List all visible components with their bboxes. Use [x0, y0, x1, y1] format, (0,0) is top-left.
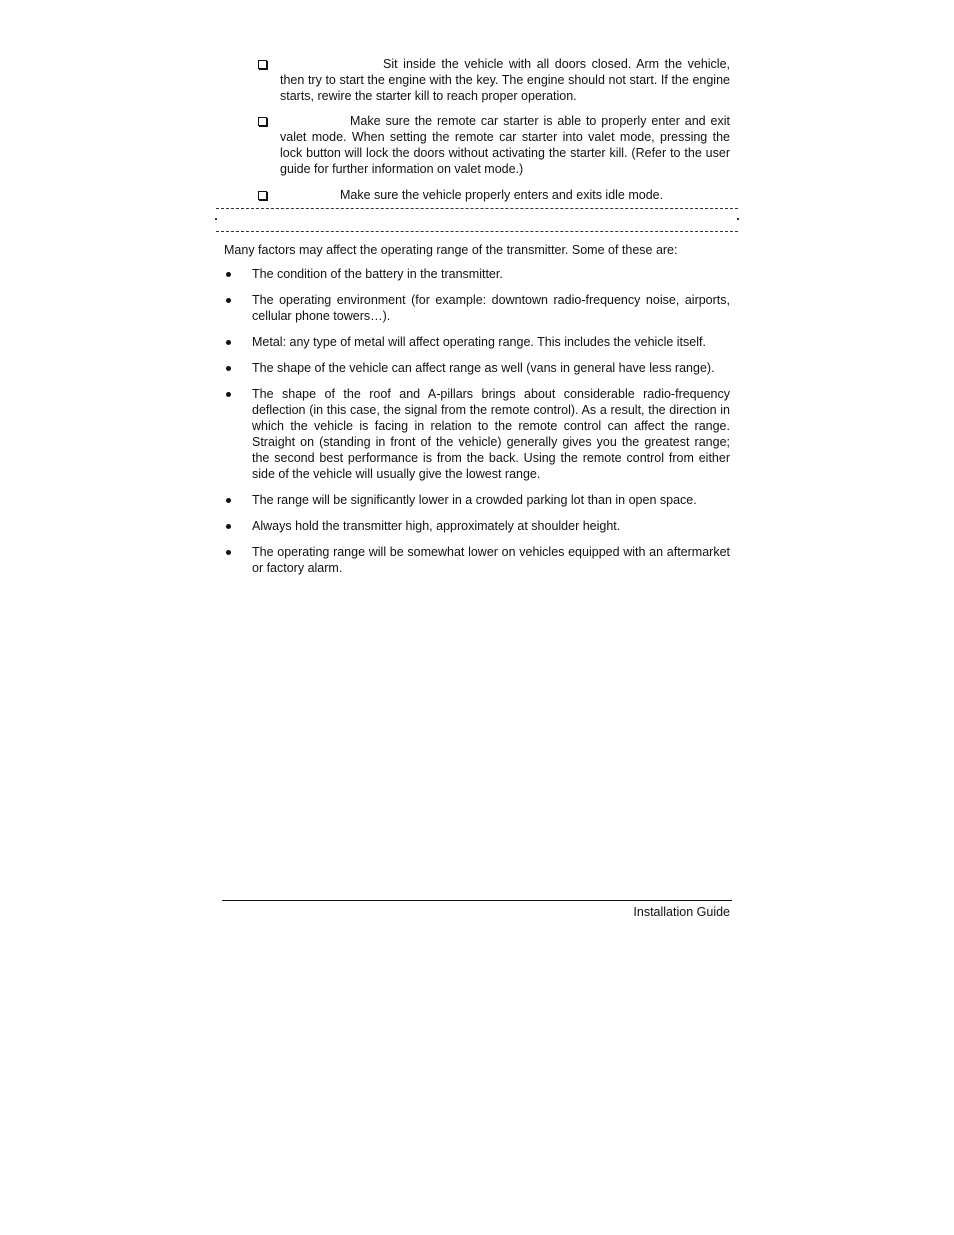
list-item: Always hold the transmitter high, approximately at shoulder height. [224, 518, 730, 534]
footer-label: Installation Guide [633, 905, 730, 919]
checklist-item-valet-mode [258, 113, 730, 177]
bullet-icon [226, 272, 231, 277]
footer-rule [222, 900, 732, 901]
divider-dot [215, 218, 217, 220]
list-item: The shape of the roof and A-pillars brings about considerable radio-frequency deflection (in this case, the signal from the remote control). As a result, the direction in which the vehicle is facing in relation to the remote control can affect the range. Straight on (standing in front of the vehicle) generally gives you the greatest range; the second best performance is from the back. Using the remote control from either side of the vehicle will usually give the lowest range. [224, 386, 730, 482]
list-item: The operating range will be somewhat lower on vehicles equipped with an aftermarket or factory alarm. [224, 544, 730, 576]
checklist-item-text: Make sure the vehicle properly enters and exits idle mode. [340, 188, 664, 202]
range-factor-list [224, 266, 730, 586]
list-item: Metal: any type of metal will affect operating range. This includes the vehicle itself. [224, 334, 730, 350]
bullet-icon [226, 392, 231, 397]
bullet-icon [226, 366, 231, 371]
dashed-divider-bottom [216, 231, 738, 232]
list-item: The shape of the vehicle can affect range as well (vans in general have less range). [224, 360, 730, 376]
bullet-icon [226, 550, 231, 555]
dashed-divider-top [216, 208, 738, 209]
bullet-icon [226, 340, 231, 345]
checkbox-icon [258, 117, 267, 126]
bullet-icon [226, 524, 231, 529]
list-item: The operating environment (for example: downtown radio-frequency noise, airports, cellular phone towers…). [224, 292, 730, 324]
checkbox-icon [258, 60, 267, 69]
bullet-icon [226, 498, 231, 503]
checklist-item-starter-kill [258, 56, 730, 104]
range-intro: Many factors may affect the operating range of the transmitter. Some of these are: [224, 243, 678, 257]
checklist-item-idle-mode [258, 187, 730, 203]
bullet-icon [226, 298, 231, 303]
list-item: The range will be significantly lower in a crowded parking lot than in open space. [224, 492, 730, 508]
checklist-item-text: Sit inside the vehicle with all doors closed. Arm the vehicle, then try to start the engine with the key. The engine should not start. If the engine starts, rewire the starter kill to reach proper operation. [280, 57, 730, 103]
checkbox-icon [258, 191, 267, 200]
list-item: The condition of the battery in the transmitter. [224, 266, 730, 282]
checklist-item-text: Make sure the remote car starter is able to properly enter and exit valet mode. When setting the remote car starter into valet mode, pressing the lock button will lock the doors without activating the starter kill. (Refer to the user guide for further information on valet mode.) [280, 114, 730, 176]
divider-dot [737, 218, 739, 220]
